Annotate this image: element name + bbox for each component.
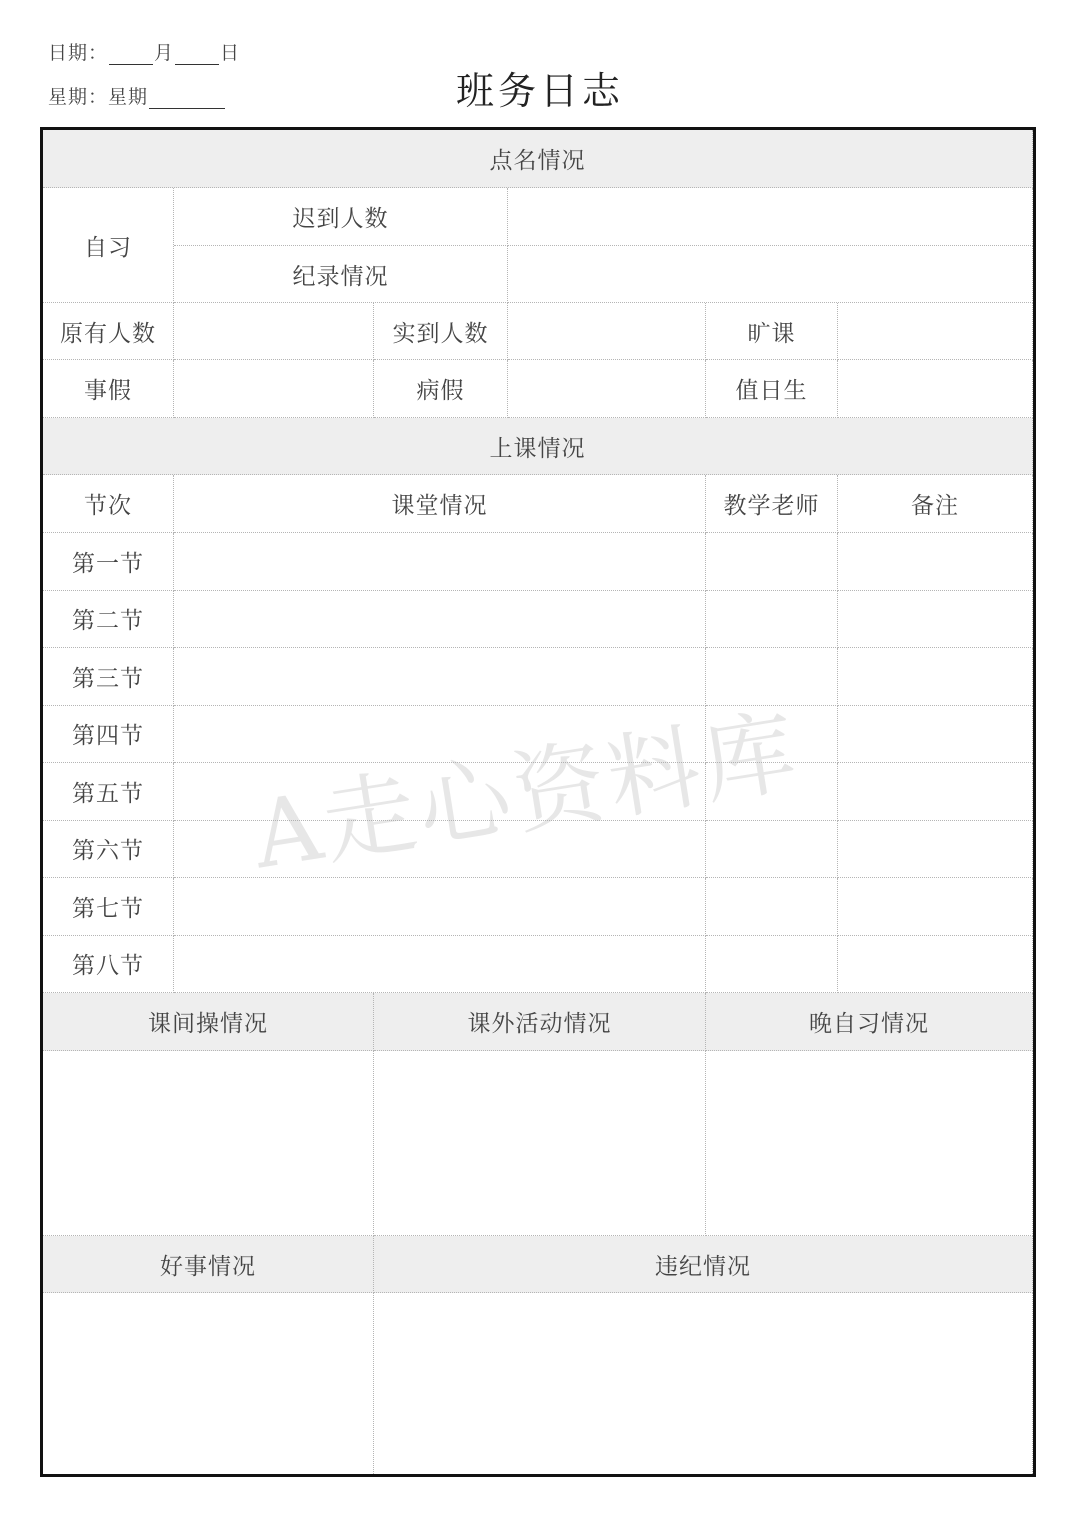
date-label: 日期：	[48, 42, 109, 64]
watermark: A走心资料库	[246, 697, 807, 890]
month-label: 月	[154, 42, 175, 64]
notes-field[interactable]	[838, 936, 1033, 994]
teacher-field[interactable]	[706, 706, 838, 764]
teacher-field[interactable]	[706, 533, 838, 591]
classroom-field[interactable]	[174, 936, 706, 994]
period-label: 第四节	[43, 706, 174, 764]
self-study-label: 自习	[43, 188, 174, 303]
sick-leave-label: 病假	[374, 360, 508, 418]
sick-leave-field[interactable]	[508, 360, 706, 418]
good-deeds-field[interactable]	[43, 1293, 374, 1474]
discipline-field[interactable]	[508, 246, 1033, 303]
evening-study-header: 晚自习情况	[706, 993, 1033, 1051]
roll-call-header: 点名情况	[43, 130, 1033, 188]
violations-header: 违纪情况	[374, 1236, 1033, 1293]
notes-field[interactable]	[838, 648, 1033, 706]
actual-count-field[interactable]	[508, 303, 706, 360]
period-label: 第三节	[43, 648, 174, 706]
classroom-field[interactable]	[174, 878, 706, 936]
personal-leave-field[interactable]	[174, 360, 374, 418]
teacher-field[interactable]	[706, 648, 838, 706]
outdoor-activity-field[interactable]	[374, 1051, 706, 1236]
period-label: 第六节	[43, 821, 174, 879]
discipline-label: 纪录情况	[174, 246, 508, 303]
period-label: 第七节	[43, 878, 174, 936]
classroom-field[interactable]	[174, 648, 706, 706]
page-title: 班务日志	[455, 69, 624, 113]
period-label: 第五节	[43, 763, 174, 821]
col-period: 节次	[43, 475, 174, 533]
day-label: 日	[220, 42, 241, 64]
duty-student-field[interactable]	[838, 360, 1033, 418]
notes-field[interactable]	[838, 706, 1033, 764]
personal-leave-label: 事假	[43, 360, 174, 418]
late-count-label: 迟到人数	[174, 188, 508, 246]
period-label: 第二节	[43, 591, 174, 649]
teacher-field[interactable]	[706, 591, 838, 649]
classroom-field[interactable]	[174, 533, 706, 591]
absent-field[interactable]	[838, 303, 1033, 360]
evening-study-field[interactable]	[706, 1051, 1033, 1236]
teacher-field[interactable]	[706, 763, 838, 821]
classes-header: 上课情况	[43, 418, 1033, 475]
original-count-field[interactable]	[174, 303, 374, 360]
violations-field[interactable]	[374, 1293, 1033, 1474]
notes-field[interactable]	[838, 533, 1033, 591]
absent-label: 旷课	[706, 303, 838, 360]
outdoor-activity-header: 课外活动情况	[374, 993, 706, 1051]
exercise-field[interactable]	[43, 1051, 374, 1236]
notes-field[interactable]	[838, 878, 1033, 936]
classroom-field[interactable]	[174, 821, 706, 879]
exercise-header: 课间操情况	[43, 993, 374, 1051]
notes-field[interactable]	[838, 763, 1033, 821]
good-deeds-header: 好事情况	[43, 1236, 374, 1293]
duty-student-label: 值日生	[706, 360, 838, 418]
col-teacher: 教学老师	[706, 475, 838, 533]
classroom-field[interactable]	[174, 706, 706, 764]
col-classroom: 课堂情况	[174, 475, 706, 533]
original-count-label: 原有人数	[43, 303, 174, 360]
period-label: 第八节	[43, 936, 174, 994]
actual-count-label: 实到人数	[374, 303, 508, 360]
period-label: 第一节	[43, 533, 174, 591]
teacher-field[interactable]	[706, 936, 838, 994]
teacher-field[interactable]	[706, 878, 838, 936]
classroom-field[interactable]	[174, 763, 706, 821]
week-label: 星期：星期	[48, 86, 149, 108]
notes-field[interactable]	[838, 591, 1033, 649]
notes-field[interactable]	[838, 821, 1033, 879]
late-count-field[interactable]	[508, 188, 1033, 246]
classroom-field[interactable]	[174, 591, 706, 649]
teacher-field[interactable]	[706, 821, 838, 879]
col-notes: 备注	[838, 475, 1033, 533]
log-form	[40, 127, 1036, 1477]
